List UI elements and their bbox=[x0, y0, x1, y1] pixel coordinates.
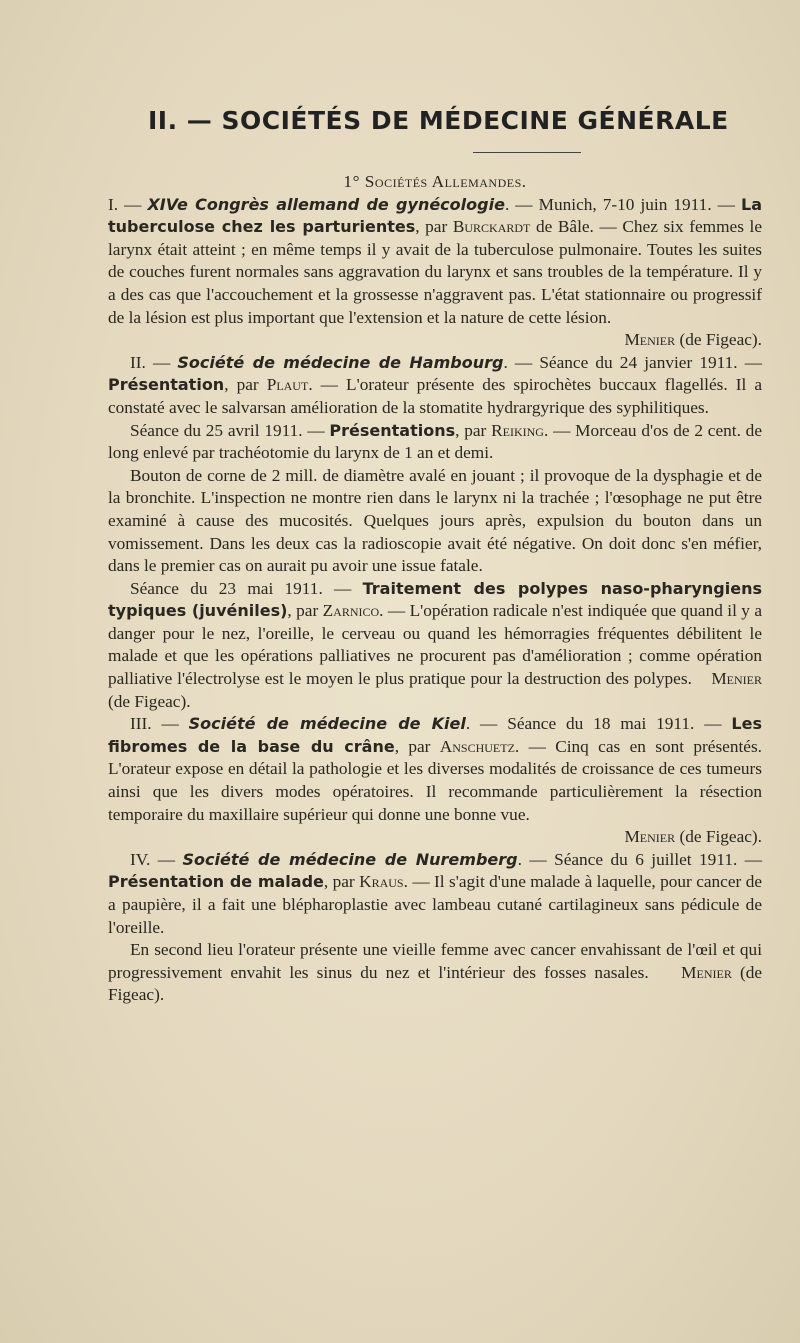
article-body bbox=[108, 171, 762, 1007]
page-title: II. — SOCIÉTÉS DE MÉDECINE GÉNÉRALE bbox=[148, 106, 729, 135]
article-number: III. — bbox=[130, 714, 189, 734]
signature: Menier bbox=[681, 962, 732, 982]
article-3: III. — Société de médecine de Kiel. — Séance du 18 mai 1911. — Les fibromes de la base du crâne, par Anschuetz. — Cinq cas en sont présentés. L'orateur expose en détail la pathologie et les diverses modalités de croissance de ces tumeurs ainsi que les divers modes opératoires. Il recommande particulièrement la résection temporaire du maxillaire supérieur qui donne une bonne vue. bbox=[108, 714, 763, 824]
title-rule bbox=[473, 152, 581, 153]
article-title: XIVe Congrès allemand de gynécologie bbox=[147, 194, 505, 214]
paragraph: Séance du 25 avril 1911. — Présentations, par Reiking. — Morceau d'os de 2 cent. de long enlevé par trachéotomie du larynx de 1 an et demi. bbox=[108, 420, 762, 463]
article-number: I. — bbox=[108, 194, 148, 214]
article-subject: Présentation bbox=[108, 375, 225, 395]
author-name: Plaut bbox=[266, 375, 309, 395]
article-title: Société de médecine de Hambourg bbox=[177, 352, 504, 372]
article-number: IV. — bbox=[130, 849, 183, 869]
author-name: Burckardt bbox=[452, 217, 531, 237]
paragraph: Séance du 23 mai 1911. — Traitement des polypes naso-pharyngiens typiques (juvéniles), par Zarnico. — L'opération radicale n'est indiquée que quand il y a danger pour le nez, l'oreille, le cerveau ou quand les hémorragies fréquentes débilitent le malade et que les opérations palliatives ne procurent pas d'amélioration ; comme opération palliative l'électrolyse est le moyen le plus pratique pour la destruction des polypes. Menier (de Figeac). bbox=[108, 578, 763, 711]
article-2: II. — Société de médecine de Hambourg. — Séance du 24 janvier 1911. — Présentation, par Plaut. — L'orateur présente des spirochètes buccaux flagellés. Il a constaté avec le salvarsan amélioration de la stomatite hydrargyrique des syphilitiques. bbox=[108, 352, 763, 417]
article-subject: Présentations bbox=[329, 420, 456, 440]
paragraph: Bouton de corne de 2 mill. de diamètre avalé en jouant ; il provoque de la dysphagie et de la bronchite. L'inspection ne montre rien dans le larynx ni la trachée ; l'œsophage ne put être examiné à cause des mucosités. Quelques jours après, expulsion du bouton dans un vomissement. Dans les deux cas la radioscopie avait été négative. On doit donc s'en méfier, dans le premier cas on aurait pu avoir une issue fatale. bbox=[108, 465, 762, 576]
author-name: Reiking bbox=[491, 420, 544, 440]
article-subject: Les fibromes de la base du crâne bbox=[108, 714, 762, 756]
signature: Menier (de Figeac). bbox=[624, 330, 762, 350]
article-4: IV. — Société de médecine de Nuremberg. — Séance du 6 juillet 1911. — Présentation de malade, par Kraus. — Il s'agit d'une malade à laquelle, pour cancer de a paupière, il a fait une blépharoplastie avec lambeau cutané cartilagineux sans pédicule de l'oreille. bbox=[108, 849, 763, 937]
section-subtitle: 1° Sociétés Allemandes. bbox=[343, 172, 527, 191]
signature: Menier bbox=[711, 669, 763, 689]
article-title: Société de médecine de Nuremberg bbox=[182, 849, 518, 869]
paragraph: En second lieu l'orateur présente une vieille femme avec cancer envahissant de l'œil et qui progressivement envahit les sinus du nez et l'intérieur des fosses nasales. Menier (de Figeac). bbox=[108, 940, 763, 1005]
article-1: I. — XIVe Congrès allemand de gynécologie. — Munich, 7-10 juin 1911. — La tuberculose chez les parturientes, par Burckardt de Bâle. — Chez six femmes le larynx était atteint ; en même temps il y avait de la tuberculose pulmonaire. Toutes les suites de couches furent normales sans aggravation du larynx et sans troubles de la température. Il y a des cas que l'accouchement et la grossesse n'aggravent pas. L'état stationnaire ou progressif de la lésion est plus important que l'extension et la nature de cette lésion. bbox=[108, 194, 763, 327]
article-subject: La tuberculose chez les parturientes bbox=[108, 194, 763, 237]
signature: Menier (de Figeac). bbox=[624, 827, 762, 847]
author-name: Anschuetz bbox=[439, 736, 515, 756]
article-subject: Présentation de malade bbox=[108, 872, 324, 892]
author-name: Kraus bbox=[359, 872, 404, 892]
article-title: Société de médecine de Kiel bbox=[188, 714, 466, 734]
article-number: II. — bbox=[130, 352, 178, 372]
article-subject: Traitement des polypes naso-pharyngiens typiques (juvéniles) bbox=[108, 578, 763, 621]
author-name: Zarnico bbox=[322, 601, 380, 621]
